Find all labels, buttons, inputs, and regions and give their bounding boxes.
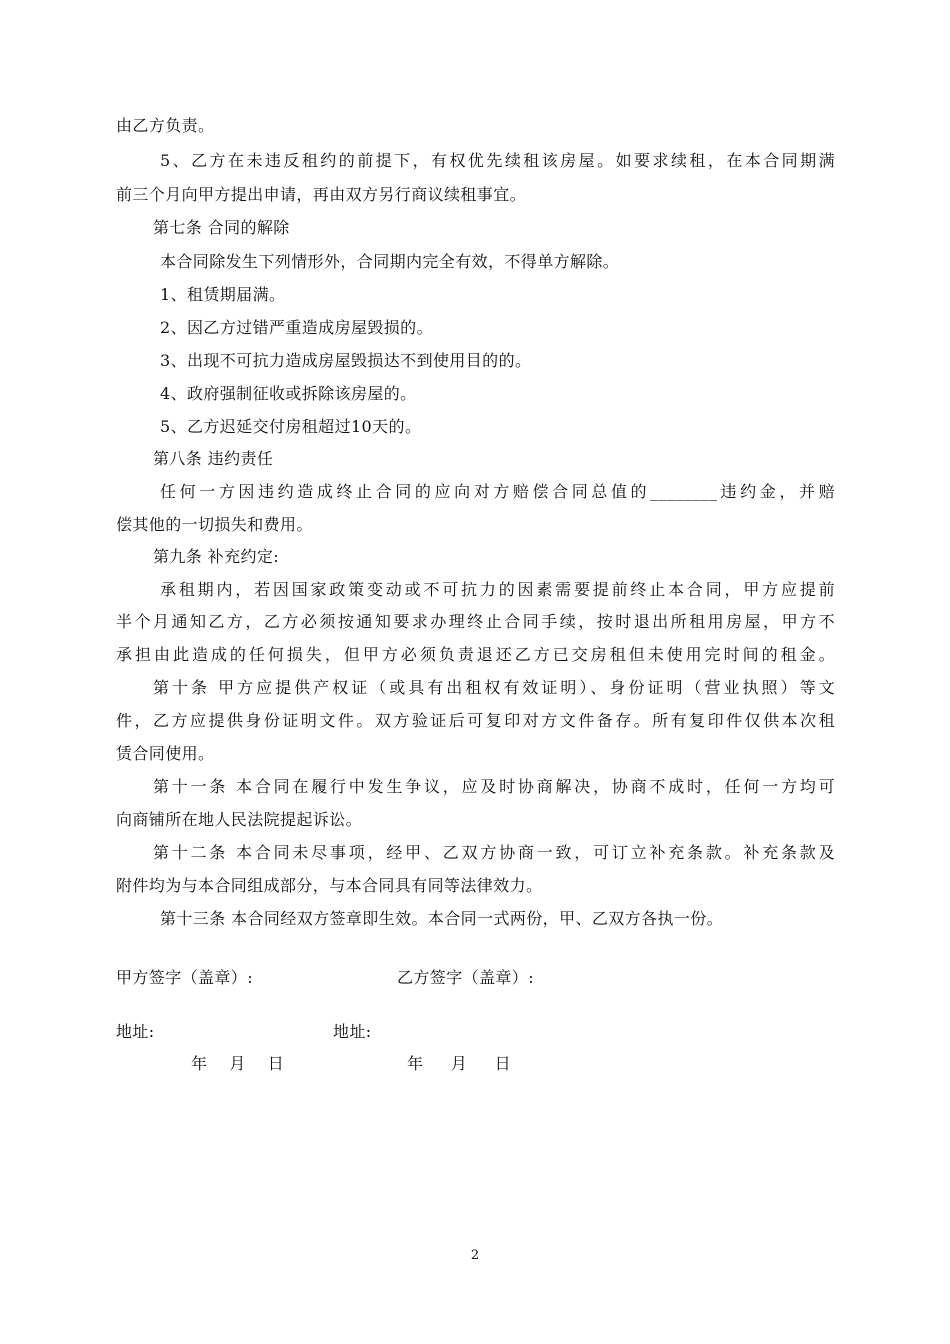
party-a-date-label: 年 月 日 [191, 1054, 285, 1073]
paragraph-line: 偿其他的一切损失和费用。 [116, 515, 313, 534]
section-heading: 第九条 补充约定: [153, 547, 280, 566]
paragraph-line: 本合同除发生下列情形外，合同期内完全有效，不得单方解除。 [160, 252, 620, 271]
paragraph-line: 任何一方因违约造成终止合同的应向对方赔偿合同总值的________违约金，并赔 [160, 482, 835, 501]
party-b-signature-label: 乙方签字（盖章）: [397, 968, 534, 987]
paragraph-line: 附件均为与本合同组成部分，与本合同具有同等法律效力。 [116, 876, 543, 895]
party-a-address-label: 地址: [116, 1022, 155, 1041]
list-item: 3、出现不可抗力造成房屋毁损达不到使用目的的。 [160, 351, 532, 370]
paragraph-line: 第十三条 本合同经双方签章即生效。本合同一式两份，甲、乙双方各执一份。 [160, 909, 724, 928]
paragraph-line: 5、乙方在未违反租约的前提下，有权优先续租该房屋。如要求续租，在本合同期满 [160, 151, 835, 170]
paragraph-line: 第十条 甲方应提供产权证（或具有出租权有效证明）、身份证明（营业执照）等文 [153, 678, 835, 697]
party-b-address-label: 地址: [333, 1022, 372, 1041]
paragraph-line: 第十二条 本合同未尽事项，经甲、乙双方协商一致，可订立补充条款。补充条款及 [153, 843, 835, 862]
paragraph-line: 前三个月向甲方提出申请，再由双方另行商议续租事宜。 [116, 185, 527, 204]
paragraph-line: 件，乙方应提供身份证明文件。双方验证后可复印对方文件备存。所有复印件仅供本次租 [116, 711, 835, 730]
paragraph-line: 赁合同使用。 [116, 744, 215, 763]
list-item: 1、租赁期届满。 [160, 285, 286, 304]
paragraph-line: 第十一条 本合同在履行中发生争议，应及时协商解决，协商不成时，任何一方均可 [153, 777, 835, 796]
section-heading: 第八条 违约责任 [153, 449, 274, 468]
paragraph-line: 由乙方负责。 [116, 116, 215, 135]
list-item: 2、因乙方过错严重造成房屋毁损的。 [160, 318, 433, 337]
list-item: 5、乙方迟延交付房租超过10天的。 [160, 417, 422, 436]
section-heading: 第七条 合同的解除 [153, 218, 290, 237]
paragraph-line: 半个月通知乙方，乙方必须按通知要求办理终止合同手续，按时退出所租用房屋，甲方不 [116, 612, 835, 631]
party-a-signature-label: 甲方签字（盖章）: [116, 968, 253, 987]
page-number: 2 [470, 1248, 480, 1263]
paragraph-line: 承租期内，若因国家政策变动或不可抗力的因素需要提前终止本合同，甲方应提前 [160, 580, 835, 599]
paragraph-line: 承担由此造成的任何损失，但甲方必须负责退还乙方已交房租但未使用完时间的租金。 [116, 645, 835, 664]
party-b-date-label: 年 月 日 [407, 1054, 512, 1073]
paragraph-line: 向商铺所在地人民法院提起诉讼。 [116, 810, 363, 829]
list-item: 4、政府强制征收或拆除该房屋的。 [160, 384, 417, 403]
